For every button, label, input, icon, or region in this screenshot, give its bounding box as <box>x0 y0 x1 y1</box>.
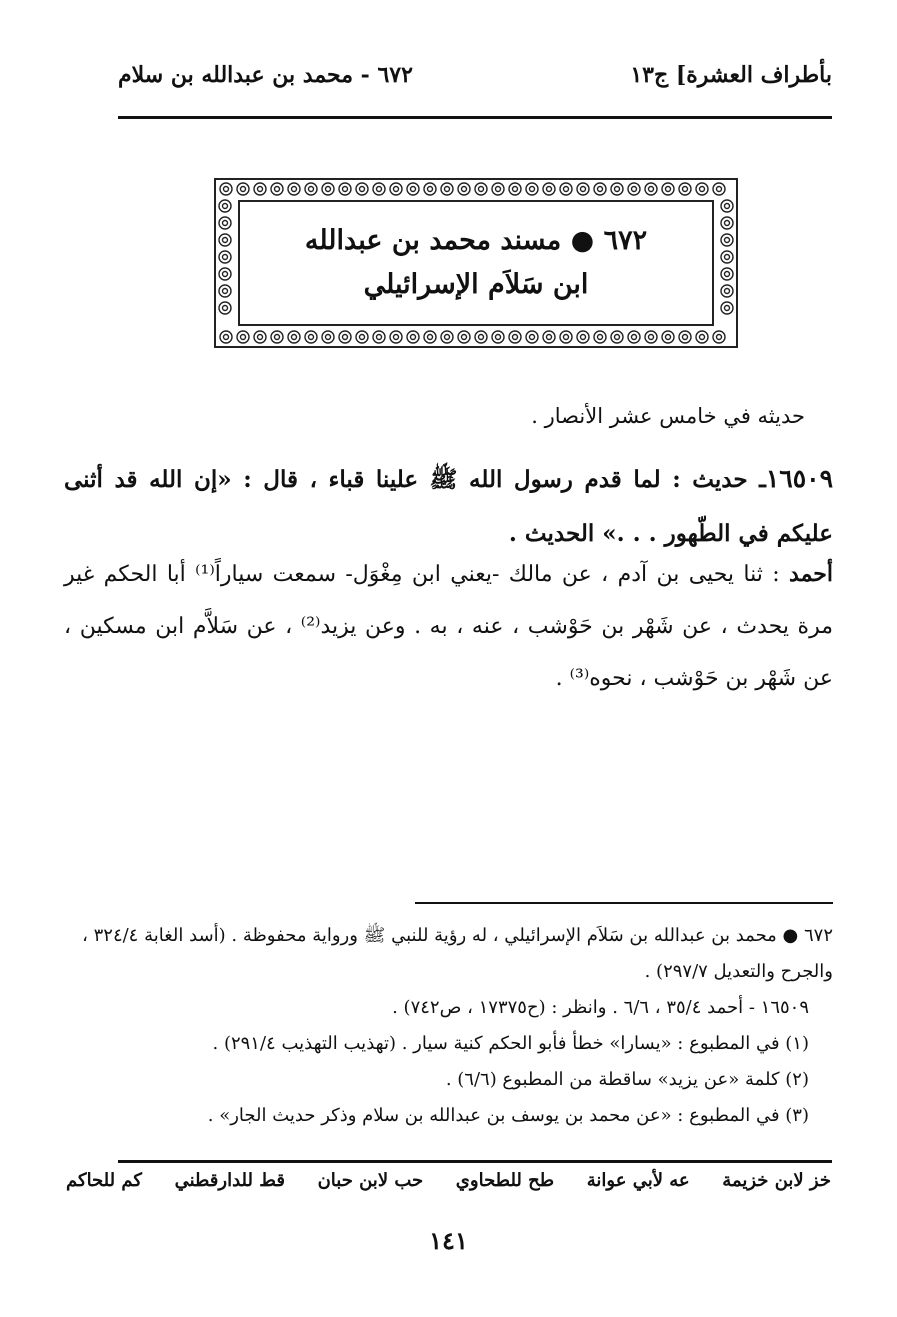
section-title: ٦٧٢ ● مسند محمد بن عبدالله <box>304 225 648 256</box>
hadith-number: ١٦٥٠٩ <box>765 464 833 493</box>
footnotes <box>64 918 833 1134</box>
footnote-3: (٣) في المطبوع : «عن محمد بن يوسف بن عبدالله بن سلام وذكر حديث الجار» . <box>207 1105 809 1126</box>
abbrev-item: عه لأبي عوانة <box>586 1170 690 1191</box>
abbreviation-key <box>66 1170 831 1191</box>
footnote-rule <box>415 902 833 904</box>
header-book-title: بأطراف العشرة] ج١٣ <box>630 62 832 88</box>
isnad-source: أحمد <box>789 561 833 587</box>
abbrev-item: كم للحاكم <box>66 1170 142 1191</box>
title-box <box>238 200 714 326</box>
header-section-title: ٦٧٢ - محمد بن عبدالله بن سلام <box>118 62 413 88</box>
section-subtitle: ابن سَلاَم الإسرائيلي <box>363 269 589 300</box>
footnote-2: (٢) كلمة «عن يزيد» ساقطة من المطبوع (٦/٦) . <box>445 1069 809 1090</box>
abbrev-item: طح للطحاوي <box>455 1170 555 1191</box>
abbrev-item: قط للدارقطني <box>174 1170 285 1191</box>
intro-text: حديثه في خامس عشر الأنصار . <box>531 404 805 428</box>
title-frame <box>214 178 738 348</box>
abbrev-item: حب لابن حبان <box>317 1170 424 1191</box>
page-number: ١٤١ <box>429 1226 468 1255</box>
bottom-rule <box>118 1160 832 1163</box>
footnote-main: ٦٧٢ ● محمد بن عبدالله بن سَلاَم الإسرائيلي ، له رؤية للنبي ﷺ ورواية محفوظة . (أسد الغابة ٣٢٤/٤ ، والجرح والتعديل ٢٩٧/٧) . <box>82 925 833 982</box>
isnad-paragraph <box>64 548 833 705</box>
footnote-reference: ١٦٥٠٩ - أحمد ٣٥/٤ ، ٦/٦ . وانظر : (ح١٧٣٧٥ ، ص٧٤٢) . <box>392 997 809 1018</box>
isnad-text: : ثنا يحيى بن آدم ، عن مالك -يعني ابن مِغْوَل- سمعت سياراً⁽¹⁾ أبا الحكم غير مرة يحدث ، عن شَهْر بن حَوْشب ، عنه ، به . وعن يزيد⁽²⁾ ، عن سَلاَّم ابن مسكين ، عن شَهْر بن حَوْشب ، نحوه⁽³⁾ . <box>64 562 833 691</box>
running-header <box>118 62 832 102</box>
header-rule <box>118 116 832 119</box>
hadith-paragraph <box>64 452 833 561</box>
abbrev-item: خز لابن خزيمة <box>722 1170 831 1191</box>
hadith-text: ـ حديث : لما قدم رسول الله ﷺ علينا قباء ، قال : «إن الله قد أثنى عليكم في الطّهور . . .» الحديث . <box>64 466 833 547</box>
footnote-1: (١) في المطبوع : «يسارا» خطأ فأبو الحكم كنية سيار . (تهذيب التهذيب ٢٩١/٤) . <box>212 1033 809 1054</box>
